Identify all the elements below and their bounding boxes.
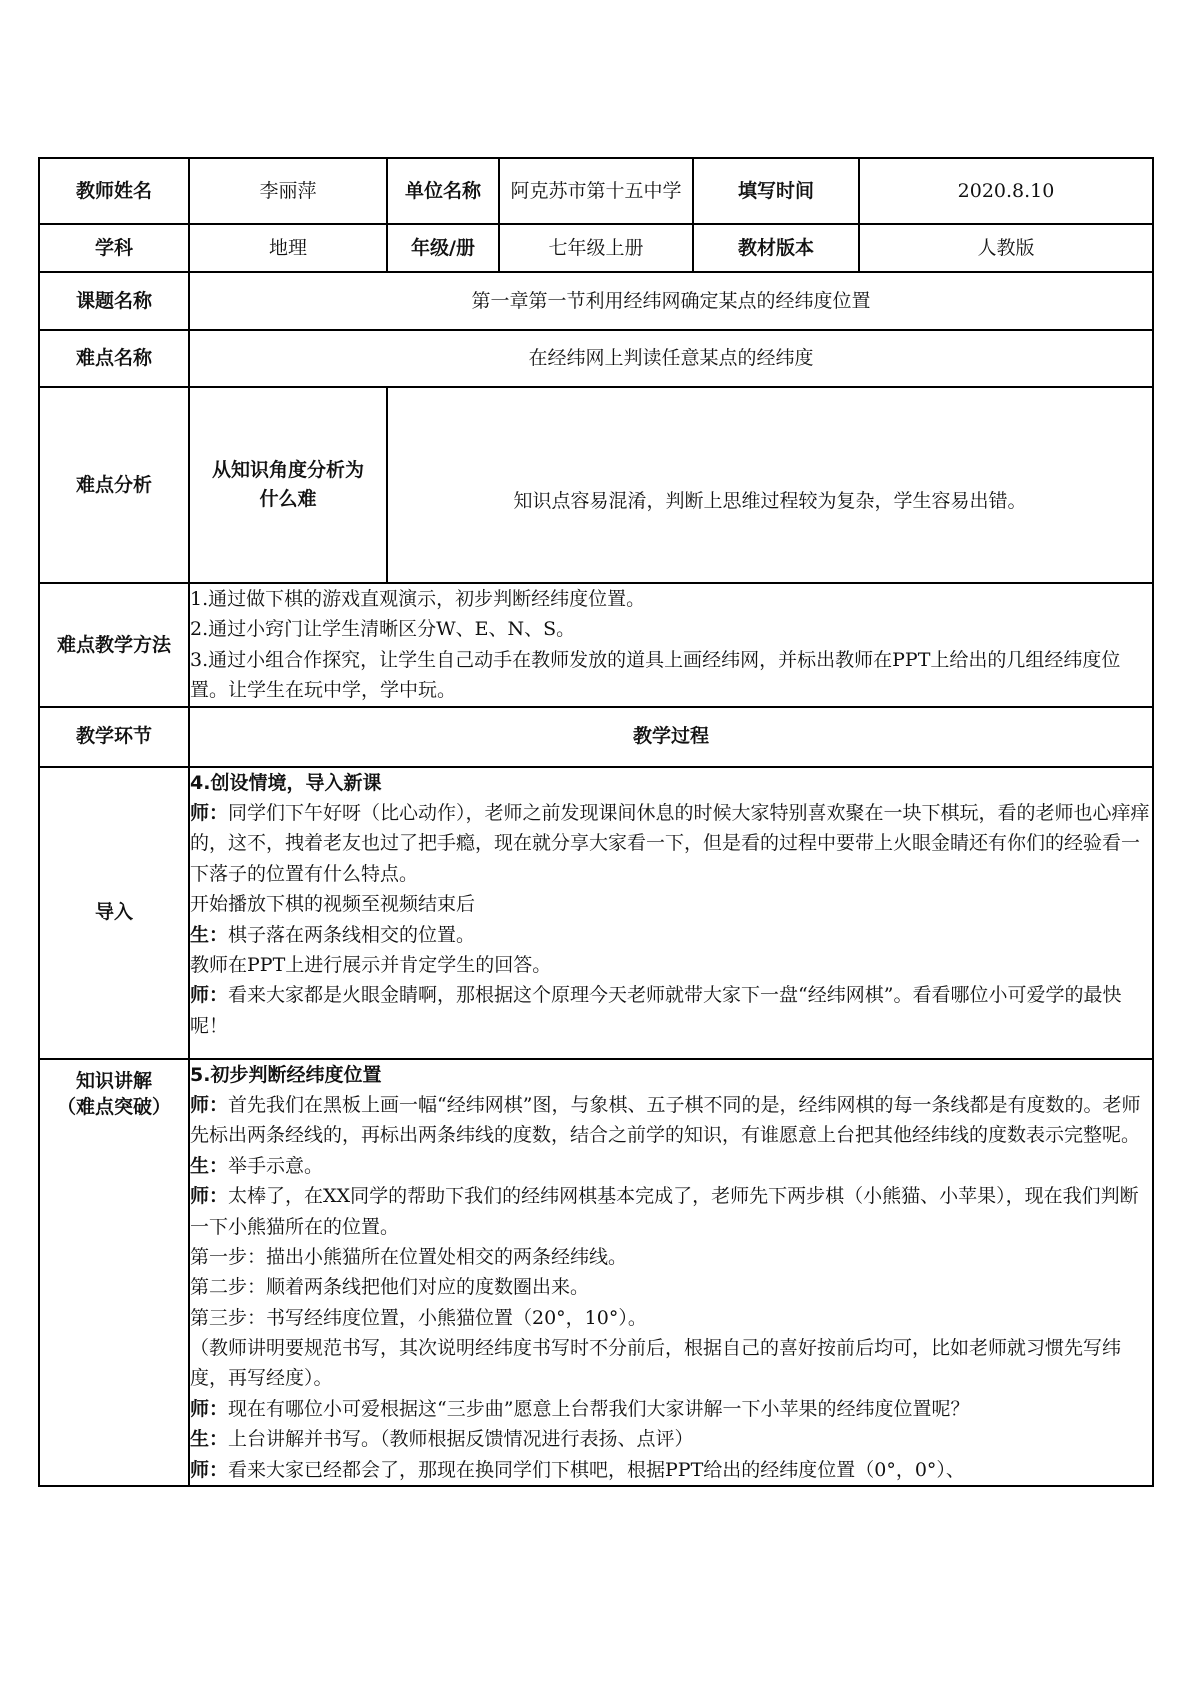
grade-label: 年级/册 <box>387 224 499 272</box>
line-text: 教师在PPT上进行展示并肯定学生的回答。 <box>190 953 552 976</box>
speaker: 生： <box>190 1154 229 1177</box>
line-text: 上台讲解并书写。（教师根据反馈情况进行表扬、点评） <box>228 1428 694 1451</box>
method-item: 1.通过做下棋的游戏直观演示，初步判断经纬度位置。 <box>190 588 646 610</box>
speaker: 师： <box>190 1397 229 1420</box>
methods-label: 难点教学方法 <box>39 583 189 707</box>
teacher-label: 教师姓名 <box>39 158 189 224</box>
unit-value: 阿克苏市第十五中学 <box>499 158 693 224</box>
knowledge-heading: 5.初步判断经纬度位置 <box>190 1063 382 1086</box>
line-text: 同学们下午好呀（比心动作），老师之前发现课间休息的时候大家特别喜欢聚在一块下棋玩，看的老师也心痒痒的，这不，拽着老友也过了把手瘾，现在就分享大家看一下，但是看的过程中要带上火眼金睛还有你们的经验看一下落子的位置有什么特点。 <box>190 801 1150 885</box>
analysis-value: 知识点容易混淆，判断上思维过程较为复杂，学生容易出错。 <box>387 387 1153 583</box>
knowledge-content <box>189 1059 1153 1486</box>
line-text: 现在有哪位小可爱根据这“三步曲”愿意上台帮我们大家讲解一下小苹果的经纬度位置呢？ <box>228 1397 970 1420</box>
knowledge-line <box>190 1272 1152 1302</box>
line-text: 太棒了，在XX同学的帮助下我们的经纬网棋基本完成了，老师先下两步棋（小熊猫、小苹果），现在我们判断一下小熊猫所在的位置。 <box>190 1185 1139 1238</box>
line-text: 看来大家已经都会了，那现在换同学们下棋吧，根据PPT给出的经纬度位置（0°，0°）、 <box>228 1458 965 1481</box>
knowledge-line <box>190 1424 1152 1454</box>
knowledge-label-line1: 知识讲解 <box>75 1069 152 1092</box>
subject-label: 学科 <box>39 224 189 272</box>
speaker: 师： <box>190 984 229 1007</box>
grade-value: 七年级上册 <box>499 224 693 272</box>
topic-row <box>39 272 1153 330</box>
intro-label: 导入 <box>39 767 189 1059</box>
line-text: 第二步：顺着两条线把他们对应的度数圈出来。 <box>190 1276 590 1299</box>
header-row-2 <box>39 224 1153 272</box>
line-text: 第一步：描出小熊猫所在位置处相交的两条经纬线。 <box>190 1245 628 1268</box>
line-text: 第三步：书写经纬度位置，小熊猫位置（20°，10°）。 <box>190 1306 647 1329</box>
line-text: 棋子落在两条线相交的位置。 <box>228 923 476 946</box>
intro-line <box>190 980 1152 1041</box>
unit-label: 单位名称 <box>387 158 499 224</box>
line-text: 首先我们在黑板上画一幅“经纬网棋”图，与象棋、五子棋不同的是，经纬网棋的每一条线都是有度数的。老师先标出两条经线的，再标出两条纬线的度数，结合之前学的知识，有谁愿意上台把其他经纬线的度数表示完整呢。 <box>190 1093 1141 1147</box>
analysis-row <box>39 387 1153 583</box>
process-stage-label: 教学环节 <box>39 707 189 767</box>
difficulty-label: 难点名称 <box>39 330 189 387</box>
line-text: （教师讲明要规范书写，其次说明经纬度书写时不分前后，根据自己的喜好按前后均可，比如老师就习惯先写纬度，再写经度）。 <box>190 1337 1122 1390</box>
intro-line <box>190 798 1152 889</box>
analysis-sub-label: 从知识角度分析为什么难 <box>189 387 387 583</box>
knowledge-row <box>39 1059 1153 1486</box>
knowledge-line <box>190 1394 1152 1424</box>
knowledge-line <box>190 1455 1152 1485</box>
speaker: 生： <box>190 923 229 946</box>
line-text: 看来大家都是火眼金睛啊，那根据这个原理今天老师就带大家下一盘“经纬网棋”。看看哪位小可爱学的最快呢！ <box>190 984 1122 1037</box>
speaker: 生： <box>190 1428 229 1451</box>
intro-line <box>190 950 1152 980</box>
topic-value: 第一章第一节利用经纬网确定某点的经纬度位置 <box>189 272 1153 330</box>
methods-list <box>189 583 1153 707</box>
knowledge-line <box>190 1242 1152 1272</box>
knowledge-line <box>190 1151 1152 1181</box>
difficulty-value: 在经纬网上判读任意某点的经纬度 <box>189 330 1153 387</box>
analysis-label: 难点分析 <box>39 387 189 583</box>
intro-content <box>189 767 1153 1059</box>
intro-heading: 4.创设情境，导入新课 <box>190 771 382 794</box>
subject-value: 地理 <box>189 224 387 272</box>
method-item: 2.通过小窍门让学生清晰区分W、E、N、S。 <box>190 618 576 641</box>
intro-line <box>190 889 1152 919</box>
date-label: 填写时间 <box>693 158 859 224</box>
knowledge-label-line2: （难点突破） <box>56 1096 171 1119</box>
line-text: 开始播放下棋的视频至视频结束后 <box>190 893 476 916</box>
speaker: 师： <box>190 1458 229 1481</box>
teacher-value: 李丽萍 <box>189 158 387 224</box>
knowledge-line <box>190 1333 1152 1394</box>
knowledge-label <box>39 1059 189 1486</box>
date-value: 2020.8.10 <box>859 158 1153 224</box>
knowledge-line <box>190 1090 1152 1151</box>
difficulty-row <box>39 330 1153 387</box>
line-text: 举手示意。 <box>228 1154 324 1177</box>
edition-label: 教材版本 <box>693 224 859 272</box>
lesson-plan-table <box>38 157 1154 1487</box>
intro-line <box>190 920 1152 950</box>
process-header-row <box>39 707 1153 767</box>
intro-row <box>39 767 1153 1059</box>
speaker: 师： <box>190 801 229 824</box>
speaker: 师： <box>190 1185 229 1208</box>
method-item: 3.通过小组合作探究，让学生自己动手在教师发放的道具上画经纬网，并标出教师在PPT上给出的几组经纬度位置。让学生在玩中学，学中玩。 <box>190 648 1121 702</box>
knowledge-line <box>190 1181 1152 1242</box>
topic-label: 课题名称 <box>39 272 189 330</box>
speaker: 师： <box>190 1093 229 1116</box>
knowledge-line <box>190 1303 1152 1333</box>
methods-row <box>39 583 1153 707</box>
process-title: 教学过程 <box>189 707 1153 767</box>
edition-value: 人教版 <box>859 224 1153 272</box>
header-row-1 <box>39 158 1153 224</box>
